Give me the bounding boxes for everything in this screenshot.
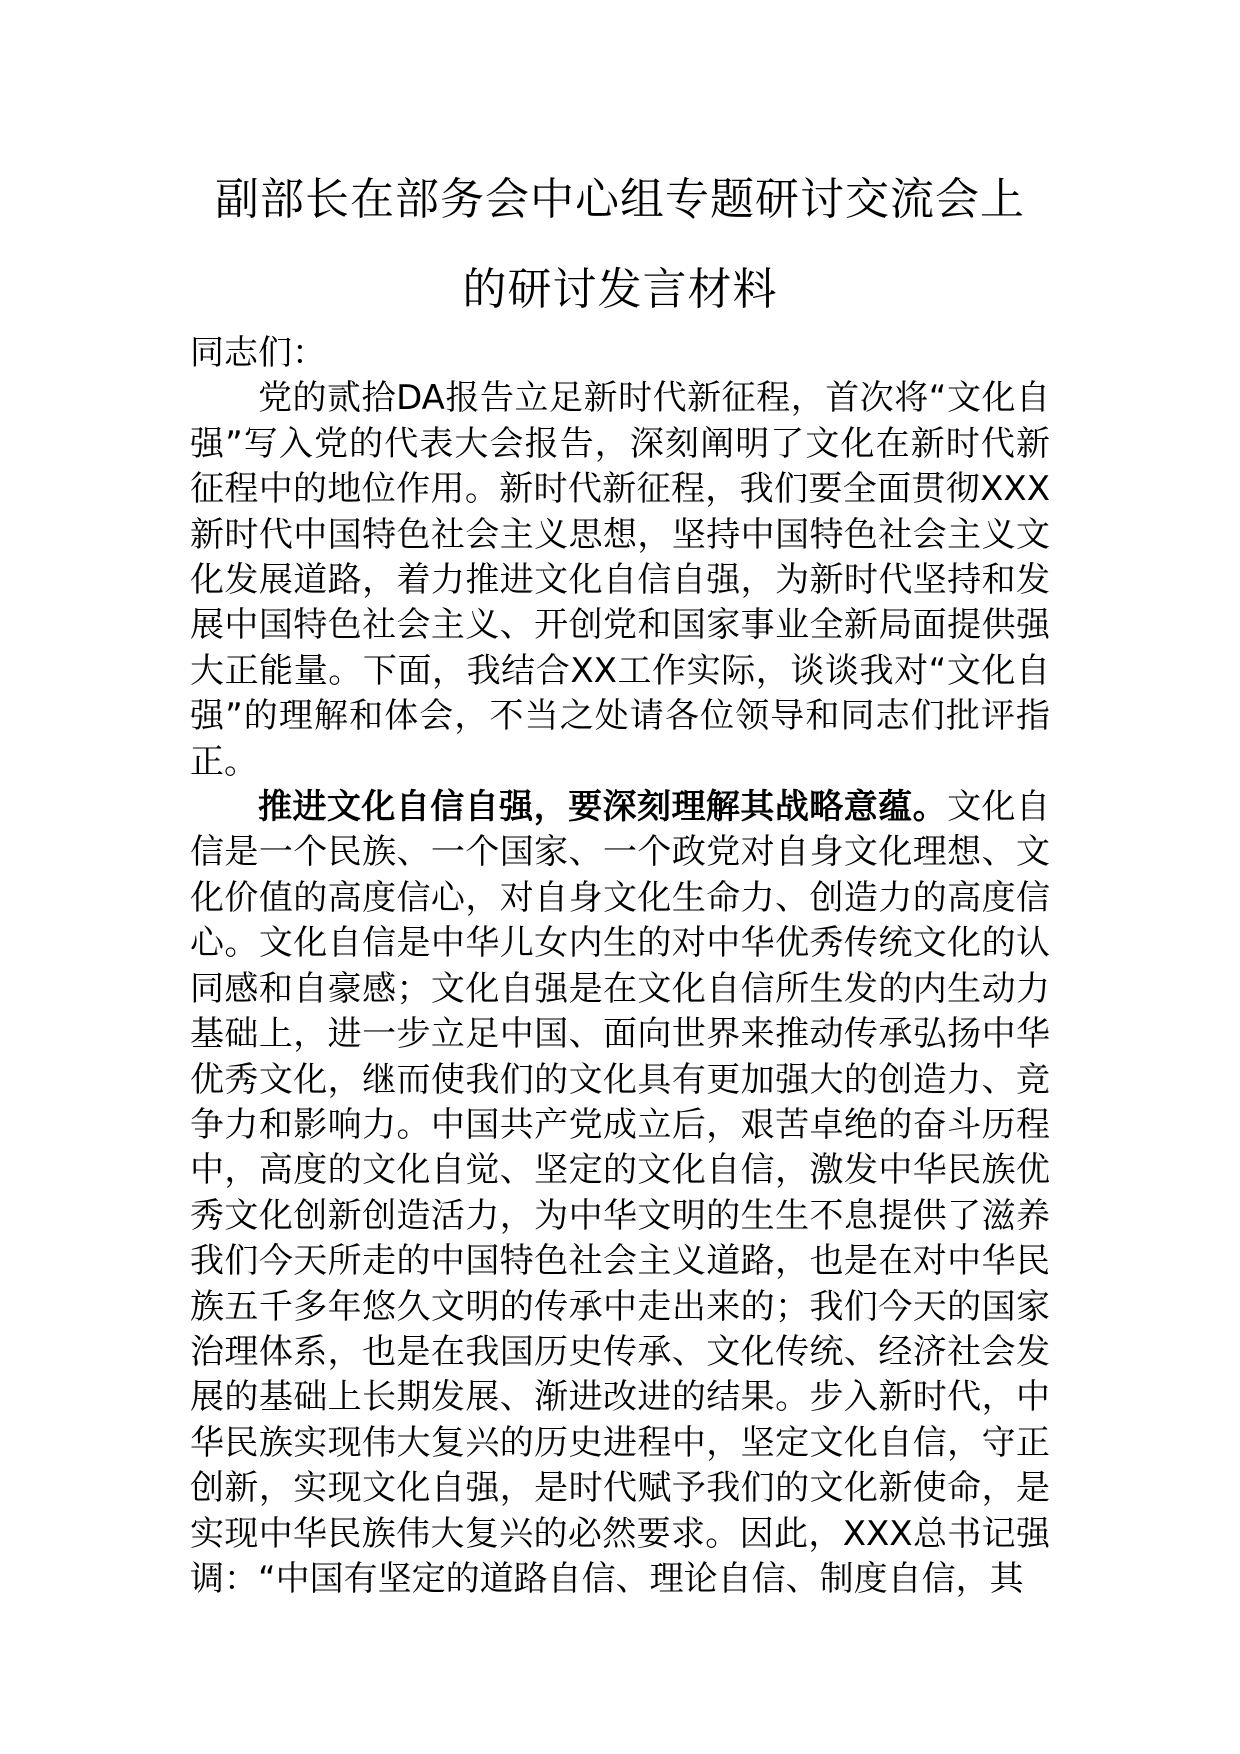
document-title-line-2: 的研讨发言材料 (462, 264, 778, 315)
document-title-line-1: 副部长在部务会中心组专题研讨交流会上 (215, 174, 1025, 225)
paragraph-intro: 党的贰拾DA报告立足新时代新征程，首次将“文化自强”写入党的代表大会报告，深刻阐明了文化在新时代新征程中的地位作用。新时代新征程，我们要全面贯彻XXX新时代中国特色社会主义思想，坚持中国特色社会主义文化发展道路，着力推进文化自信自强，为新时代坚持和发展中国特色社会主义、开创党和国家事业全新局面提供强大正能量。下面，我结合XX工作实际，谈谈我对“文化自强”的理解和体会，不当之处请各位领导和同志们批评指正。 (190, 378, 1050, 782)
paragraph-lead-heading: 推进文化自信自强，要深刻理解其战略意蕴。 (258, 787, 948, 828)
paragraph-body-text: 文化自信是一个民族、一个国家、一个政党对自身文化理想、文化价值的高度信心，对自身文化生命力、创造力的高度信心。文化自信是中华儿女内生的对中华优秀传统文化的认同感和自豪感；文化自强是在文化自信所生发的内生动力基础上，进一步立足中国、面向世界来推动传承弘扬中华优秀文化，继而使我们的文化具有更加强大的创造力、竞争力和影响力。中国共产党成立后，艰苦卓绝的奋斗历程中，高度的文化自觉、坚定的文化自信，激发中华民族优秀文化创新创造活力，为中华文明的生生不息提供了滋养我们今天所走的中国特色社会主义道路，也是在对中华民族五千多年悠久文明的传承中走出来的；我们今天的国家治理体系，也是在我国历史传承、文化传统、经济社会发展的基础上长期发展、渐进改进的结果。步入新时代，中华民族实现伟大复兴的历史进程中，坚定文化自信，守正创新，实现文化自强，是时代赋予我们的文化新使命，是实现中华民族伟大复兴的必然要求。因此，XXX总书记强调：“中国有坚定的道路自信、理论自信、制度自信，其 (190, 787, 1051, 1599)
salutation: 同志们： (190, 333, 326, 373)
document-body (190, 331, 1050, 1602)
paragraph-strategic-meaning (190, 785, 1050, 1602)
